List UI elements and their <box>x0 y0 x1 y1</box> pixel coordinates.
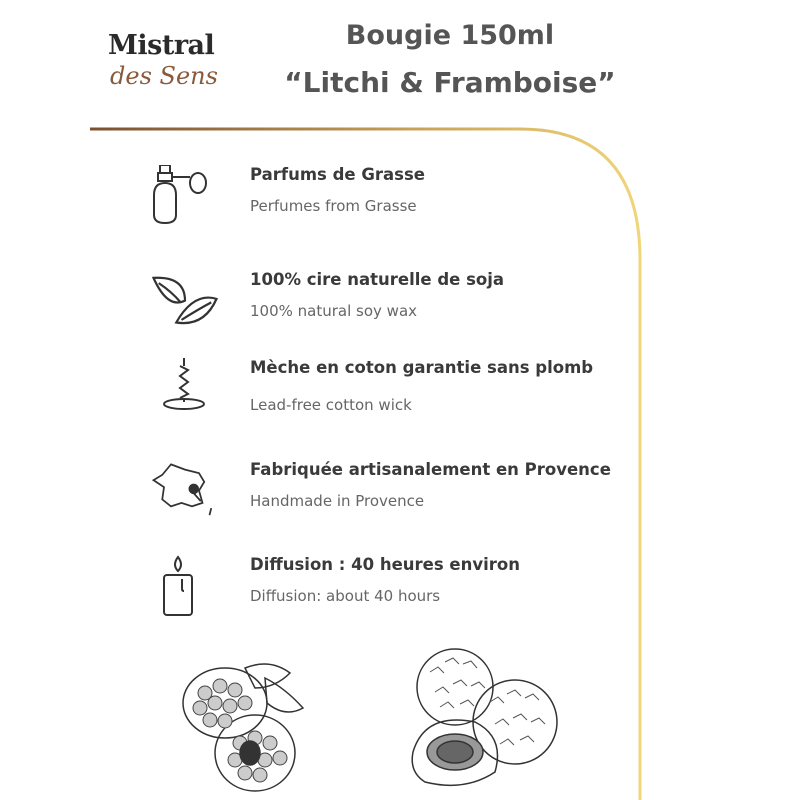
leaves-icon <box>150 270 220 340</box>
product-title: Bougie 150ml <box>345 20 555 51</box>
feature-row <box>150 165 630 245</box>
feature-title: Parfums de Grasse <box>250 165 425 184</box>
perfume-bottle-icon <box>150 165 220 235</box>
brand-name: Mistral <box>108 30 215 61</box>
feature-row <box>150 460 630 540</box>
feature-row <box>150 270 630 350</box>
feature-subtitle: Lead-free cotton wick <box>250 396 412 414</box>
product-subtitle: “Litchi & Framboise” <box>284 66 616 99</box>
feature-row <box>150 555 630 635</box>
feature-subtitle: Diffusion: about 40 hours <box>250 587 441 605</box>
feature-subtitle: Handmade in Provence <box>250 492 425 510</box>
france-map-icon <box>150 460 220 530</box>
feature-row <box>150 358 630 438</box>
feature-title: Diffusion : 40 heures environ <box>250 555 520 574</box>
wick-icon <box>150 358 220 428</box>
feature-subtitle: Perfumes from Grasse <box>250 197 417 215</box>
lychee-illustration <box>405 642 565 792</box>
brand-tagline: des Sens <box>110 62 218 90</box>
feature-title: 100% cire naturelle de soja <box>250 270 505 289</box>
feature-title: Fabriquée artisanalement en Provence <box>250 460 611 479</box>
candle-icon <box>150 555 220 625</box>
brand-logo <box>104 30 234 100</box>
feature-subtitle: 100% natural soy wax <box>250 302 418 320</box>
feature-title: Mèche en coton garantie sans plomb <box>250 358 594 377</box>
raspberry-illustration <box>175 648 315 798</box>
